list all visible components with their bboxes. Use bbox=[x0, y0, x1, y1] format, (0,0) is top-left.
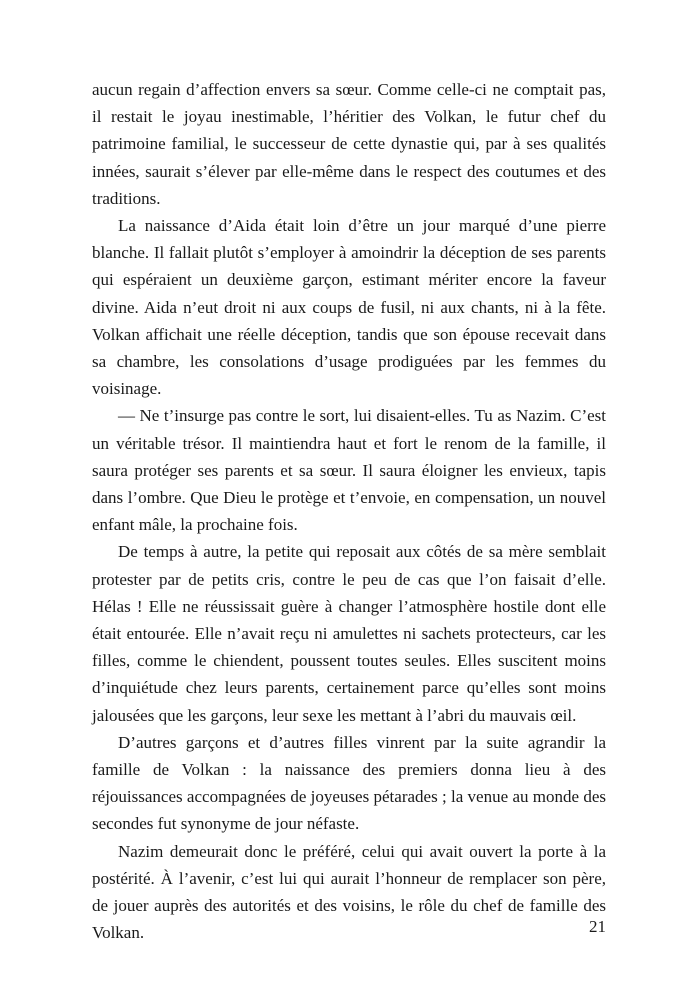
paragraph-6: Nazim demeurait donc le préféré, celui qui avait ouvert la porte à la postérité. À l’avenir, c’est lui qui aurait l’honneur de remplacer son père, de jouer auprès des autorités et des voisins, le rôle du chef de famille des Volkan. bbox=[92, 841, 606, 943]
page-number: 21 bbox=[589, 917, 606, 936]
paragraph-1: aucun regain d’affection envers sa sœur. Comme celle-ci ne comptait pas, il restait le joyau inestimable, l’héritier des Volkan, le futur chef du patrimoine familial, le successeur de cette dynastie qui, par à ses qualités innées, saurait s’élever par elle-même dans le respect des coutumes et des traditions. bbox=[92, 80, 606, 208]
paragraph-3-dialogue: — Ne t’insurge pas contre le sort, lui disaient-elles. Tu as Nazim. C’est un véritable trésor. Il maintiendra haut et fort le renom de la famille, il saura protéger ses parents et sa sœur. Il saura éloigner les envieux, tapis dans l’ombre. Que Dieu le protège et t’envoie, en compensation, un nouvel enfant mâle, la prochaine fois. bbox=[92, 406, 606, 535]
paragraph-4: De temps à autre, la petite qui reposait aux côtés de sa mère semblait protester par de petits cris, contre le peu de cas que l’on faisait d’elle. Hélas ! Elle ne réussissait guère à changer l’atmosphère hostile dont elle était entourée. Elle n’avait reçu ni amulettes ni sachets protecteurs, car les filles, comme le chiendent, poussent toutes seules. Elles suscitent moins d’inquiétude chez leurs parents, certainement parce qu’elles sont moins jalousées que les garçons, leur sexe les mettant à l’abri du mauvais œil. bbox=[92, 542, 606, 725]
paragraph-2: La naissance d’Aida était loin d’être un jour marqué d’une pierre blanche. Il fallait plutôt s’employer à amoindrir la déception de ses parents qui espéraient un deuxième garçon, estimant mériter encore la faveur divine. Aida n’eut droit ni aux coups de fusil, ni aux chants, ni à la fête. Volkan affichait une réelle déception, tandis que son épouse recevait dans sa chambre, les consolations d’usage prodiguées par les femmes du voisinage. bbox=[92, 216, 606, 399]
page-body bbox=[92, 76, 606, 947]
paragraph-5: D’autres garçons et d’autres filles vinrent par la suite agrandir la famille de Volkan : la naissance des premiers donna lieu à des réjouissances accompagnées de joyeuses pétarades ; la venue au monde des secondes fut synonyme de jour néfaste. bbox=[92, 732, 606, 834]
